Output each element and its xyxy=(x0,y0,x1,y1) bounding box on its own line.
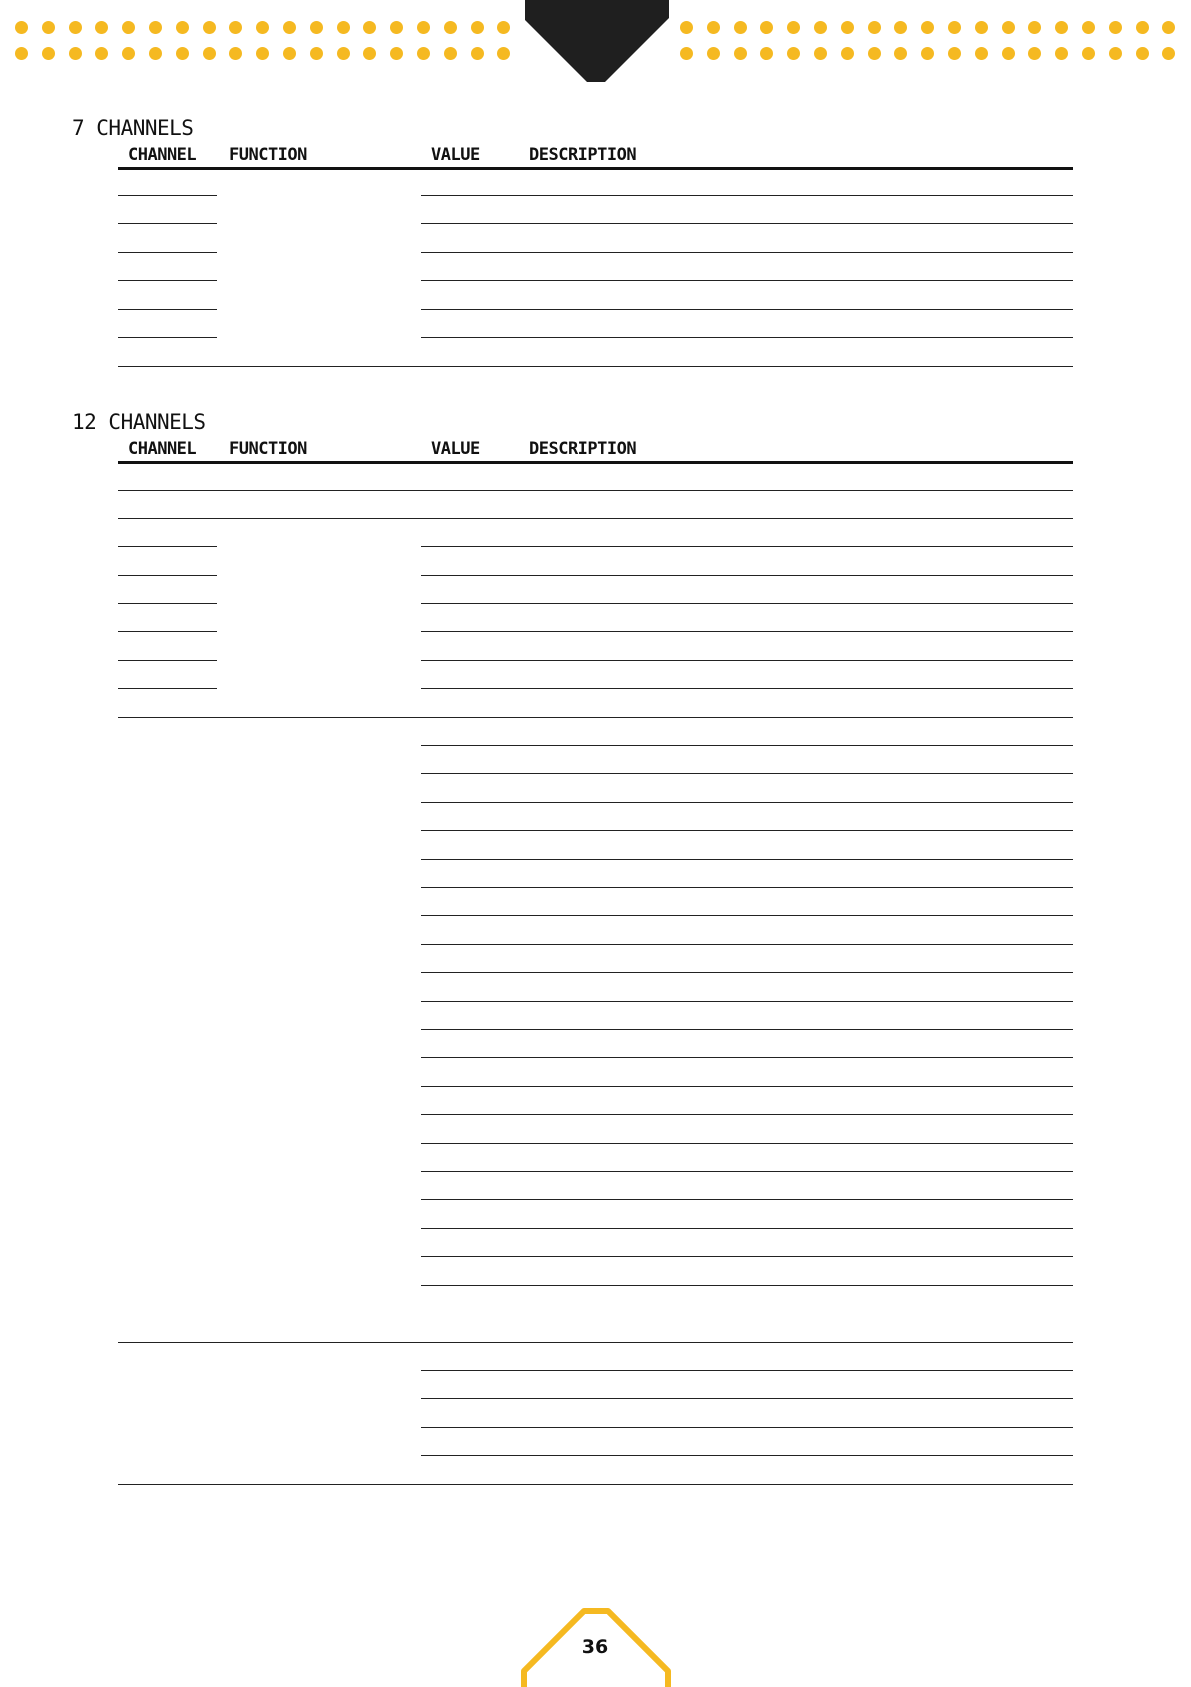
page-number: 36 xyxy=(581,1636,609,1658)
dot-icon xyxy=(417,21,430,34)
table-rule xyxy=(118,337,217,338)
table-rule xyxy=(421,603,1073,604)
table-rule xyxy=(421,1285,1073,1286)
dot-icon xyxy=(337,21,350,34)
dot-icon xyxy=(15,21,28,34)
table-rule xyxy=(421,1029,1073,1030)
table-rule xyxy=(118,167,1073,170)
dot-icon xyxy=(1082,21,1095,34)
dot-icon xyxy=(734,47,747,60)
dot-icon xyxy=(760,21,773,34)
table-rule xyxy=(421,688,1073,689)
dot-icon xyxy=(1162,47,1175,60)
table-rule xyxy=(118,1342,1073,1343)
table-rule xyxy=(421,972,1073,973)
table-rule xyxy=(118,1484,1073,1485)
table-rule xyxy=(118,575,217,576)
table-rule xyxy=(118,280,217,281)
table-rule xyxy=(421,1171,1073,1172)
table-rule xyxy=(118,461,1073,464)
table-rule xyxy=(421,631,1073,632)
dot-icon xyxy=(69,47,82,60)
dot-icon xyxy=(975,47,988,60)
dot-icon xyxy=(760,47,773,60)
table-rule xyxy=(421,773,1073,774)
dot-icon xyxy=(337,47,350,60)
table-rule xyxy=(118,688,217,689)
table-rule xyxy=(421,1001,1073,1002)
dot-icon xyxy=(417,47,430,60)
table-rule xyxy=(421,859,1073,860)
dot-icon xyxy=(149,21,162,34)
column-header-function: FUNCTION xyxy=(229,439,307,459)
table-rule xyxy=(421,575,1073,576)
column-header-value: VALUE xyxy=(431,145,480,165)
dot-icon xyxy=(975,21,988,34)
table-rule xyxy=(421,1057,1073,1058)
dot-icon xyxy=(734,21,747,34)
table-rule xyxy=(421,1199,1073,1200)
dot-icon xyxy=(680,47,693,60)
table-rule xyxy=(421,1370,1073,1371)
dot-icon xyxy=(256,21,269,34)
dot-icon xyxy=(841,47,854,60)
table-rule xyxy=(421,830,1073,831)
table-rule xyxy=(421,915,1073,916)
table-rule xyxy=(118,366,1073,367)
table-rule xyxy=(118,490,1073,491)
dot-icon xyxy=(1082,47,1095,60)
dot-icon xyxy=(868,21,881,34)
table-rule xyxy=(118,546,217,547)
dot-icon xyxy=(1136,21,1149,34)
dot-icon xyxy=(497,21,510,34)
dot-icon xyxy=(707,21,720,34)
table-rule xyxy=(118,717,1073,718)
dot-pattern-right xyxy=(680,14,1180,66)
dot-icon xyxy=(814,21,827,34)
dot-icon xyxy=(122,47,135,60)
dot-icon xyxy=(203,47,216,60)
dot-icon xyxy=(1002,47,1015,60)
dot-icon xyxy=(256,47,269,60)
section-title-12-channels: 12 CHANNELS xyxy=(72,410,206,434)
dot-icon xyxy=(69,21,82,34)
dot-icon xyxy=(390,47,403,60)
dot-icon xyxy=(283,21,296,34)
dot-icon xyxy=(310,21,323,34)
table-rule xyxy=(421,944,1073,945)
table-rule xyxy=(118,660,217,661)
dot-icon xyxy=(15,47,28,60)
table-rule xyxy=(421,280,1073,281)
dot-icon xyxy=(203,21,216,34)
dot-icon xyxy=(921,21,934,34)
dot-icon xyxy=(948,47,961,60)
table-rule xyxy=(421,1228,1073,1229)
dot-icon xyxy=(95,47,108,60)
dot-icon xyxy=(363,47,376,60)
dot-icon xyxy=(1055,47,1068,60)
dot-icon xyxy=(680,21,693,34)
table-rule xyxy=(421,223,1073,224)
dot-icon xyxy=(471,47,484,60)
dot-icon xyxy=(1002,21,1015,34)
dot-icon xyxy=(787,21,800,34)
table-rule xyxy=(421,887,1073,888)
column-header-value: VALUE xyxy=(431,439,480,459)
table-rule xyxy=(421,745,1073,746)
dot-icon xyxy=(1055,21,1068,34)
dot-icon xyxy=(229,47,242,60)
dot-icon xyxy=(176,21,189,34)
table-rule xyxy=(421,1427,1073,1428)
dot-icon xyxy=(444,47,457,60)
column-header-description: DESCRIPTION xyxy=(529,145,637,165)
table-rule xyxy=(421,1256,1073,1257)
dot-icon xyxy=(390,21,403,34)
table-rule xyxy=(421,1455,1073,1456)
table-rule xyxy=(421,195,1073,196)
column-header-channel: CHANNEL xyxy=(128,439,197,459)
dot-icon xyxy=(868,47,881,60)
dot-icon xyxy=(229,21,242,34)
table-rule xyxy=(118,631,217,632)
dot-icon xyxy=(948,21,961,34)
table-rule xyxy=(421,660,1073,661)
table-rule xyxy=(421,252,1073,253)
table-rule xyxy=(421,1086,1073,1087)
down-tab-icon xyxy=(525,0,669,82)
dot-icon xyxy=(283,47,296,60)
column-header-description: DESCRIPTION xyxy=(529,439,637,459)
dot-icon xyxy=(497,47,510,60)
dot-icon xyxy=(42,47,55,60)
dot-icon xyxy=(1109,47,1122,60)
dot-icon xyxy=(707,47,720,60)
dot-icon xyxy=(1109,21,1122,34)
dot-icon xyxy=(176,47,189,60)
dot-icon xyxy=(841,21,854,34)
table-rule xyxy=(118,603,217,604)
table-rule xyxy=(421,1398,1073,1399)
dot-icon xyxy=(444,21,457,34)
dot-icon xyxy=(363,21,376,34)
dot-icon xyxy=(1162,21,1175,34)
dot-pattern-left xyxy=(15,14,515,66)
dot-icon xyxy=(42,21,55,34)
dot-icon xyxy=(894,21,907,34)
dot-icon xyxy=(814,47,827,60)
dot-icon xyxy=(894,47,907,60)
column-header-function: FUNCTION xyxy=(229,145,307,165)
table-rule xyxy=(118,309,217,310)
table-rule xyxy=(421,309,1073,310)
column-header-channel: CHANNEL xyxy=(128,145,197,165)
dot-icon xyxy=(1028,47,1041,60)
dot-icon xyxy=(1028,21,1041,34)
table-rule xyxy=(118,223,217,224)
dot-icon xyxy=(1136,47,1149,60)
dot-icon xyxy=(471,21,484,34)
dot-icon xyxy=(122,21,135,34)
table-rule xyxy=(421,802,1073,803)
table-rule xyxy=(421,1114,1073,1115)
table-rule xyxy=(421,337,1073,338)
dot-icon xyxy=(95,21,108,34)
table-rule xyxy=(421,546,1073,547)
table-rule xyxy=(421,1143,1073,1144)
section-title-7-channels: 7 CHANNELS xyxy=(72,116,194,140)
dot-icon xyxy=(787,47,800,60)
table-rule xyxy=(118,518,1073,519)
table-rule xyxy=(118,195,217,196)
dot-icon xyxy=(310,47,323,60)
dot-icon xyxy=(921,47,934,60)
table-rule xyxy=(118,252,217,253)
dot-icon xyxy=(149,47,162,60)
